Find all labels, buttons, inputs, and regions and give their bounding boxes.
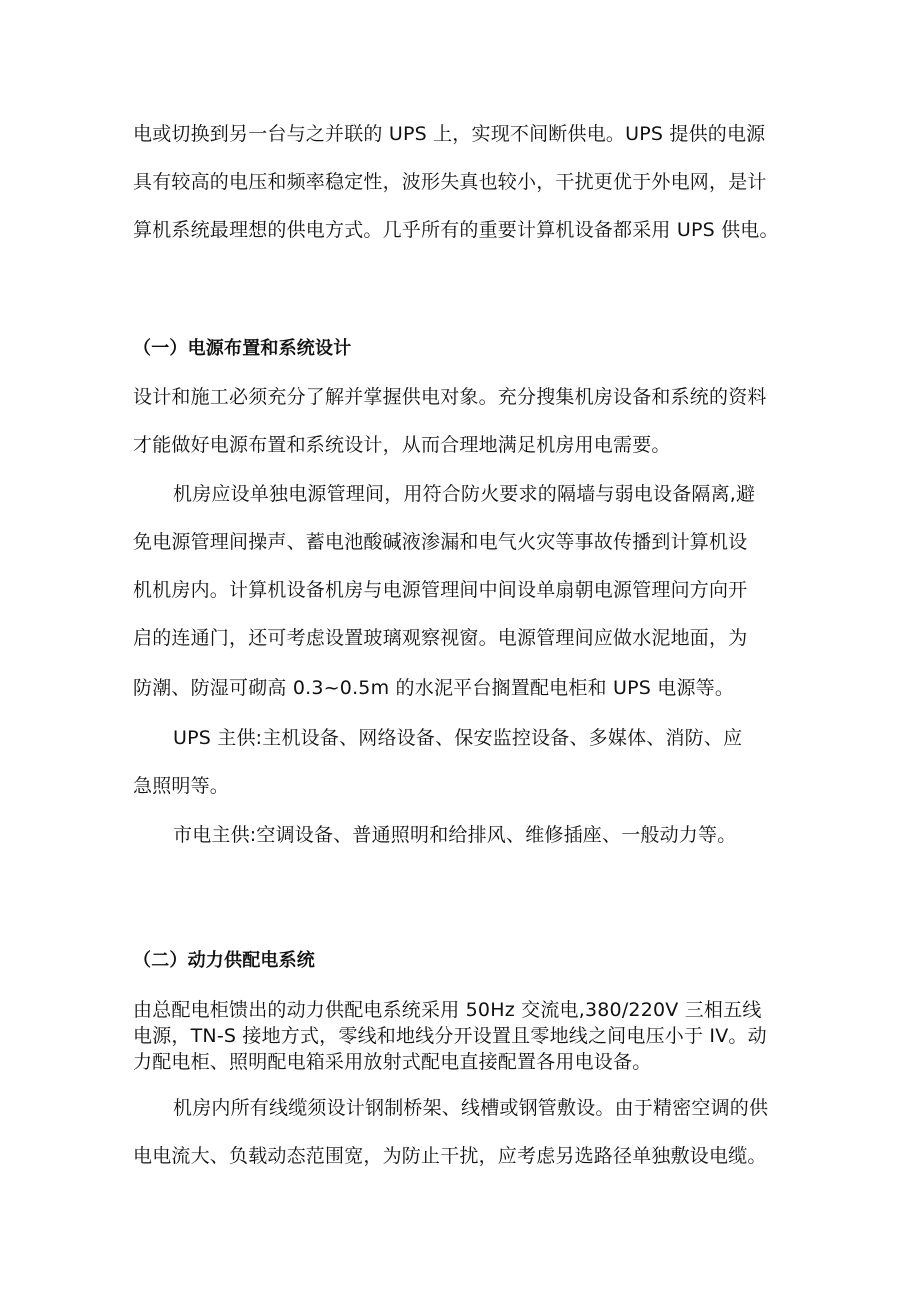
text-line: 电或切换到另一台与之并联的 UPS 上，实现不间断供电。UPS 提供的电源 xyxy=(133,123,766,145)
text-line: 设计和施工必须充分了解并掌握供电对象。充分搜集机房设备和系统的资料 xyxy=(133,386,767,408)
text-line: 电电流大、负载动态范围宽，为防止干扰，应考虑另选路径单独敷设电缆。 xyxy=(133,1145,767,1167)
text-line: 市电主供:空调设备、普通照明和给排风、维修插座、一般动力等。 xyxy=(173,824,737,846)
text-line: 免电源管理间操声、蓄电池酸碱液渗漏和电气火灾等事故传播到计算机设 xyxy=(133,531,748,553)
text-line: 由总配电柜馈出的动力供配电系统采用 50Hz 交流电,380/220V 三相五线 xyxy=(133,999,762,1021)
text-line: 机房内所有线缆须设计钢制桥架、线槽或钢管敷设。由于精密空调的供 xyxy=(173,1097,769,1119)
text-line: 急照明等。 xyxy=(133,775,230,797)
text-line: 启的连通门，还可考虑设置玻璃观察视窗。电源管理间应做水泥地面，为 xyxy=(133,627,748,649)
text-line: UPS 主供:主机设备、网络设备、保安监控设备、多媒体、消防、应 xyxy=(173,727,743,749)
text-line: 才能做好电源布置和系统设计，从而合理地满足机房用电需要。 xyxy=(133,434,671,456)
text-line: 力配电柜、照明配电箱采用放射式配电直接配置各用电设备。 xyxy=(133,1051,652,1073)
text-line: 具有较高的电压和频率稳定性，波形失真也较小，干扰更优于外电网，是计 xyxy=(133,171,767,193)
section-heading: （二）动力供配电系统 xyxy=(133,950,315,971)
text-line: 机机房内。计算机设备机房与电源管理间中间设单扇朝电源管理问方向开 xyxy=(133,579,748,601)
section-heading: （一）电源布置和系统设计 xyxy=(133,338,352,359)
text-line: 算机系统最理想的供电方式。几乎所有的重要计算机设备都采用 UPS 供电。 xyxy=(133,219,779,241)
text-line: 电源，TN-S 接地方式，零线和地线分开设置且零地线之间电压小于 IV。动 xyxy=(133,1025,767,1047)
text-line: 机房应设单独电源管理间，用符合防火要求的隔墙与弱电设备隔离,避 xyxy=(173,483,756,505)
text-line: 防潮、防湿可砌高 0.3~0.5m 的水泥平台搁置配电柜和 UPS 电源等。 xyxy=(133,677,735,699)
